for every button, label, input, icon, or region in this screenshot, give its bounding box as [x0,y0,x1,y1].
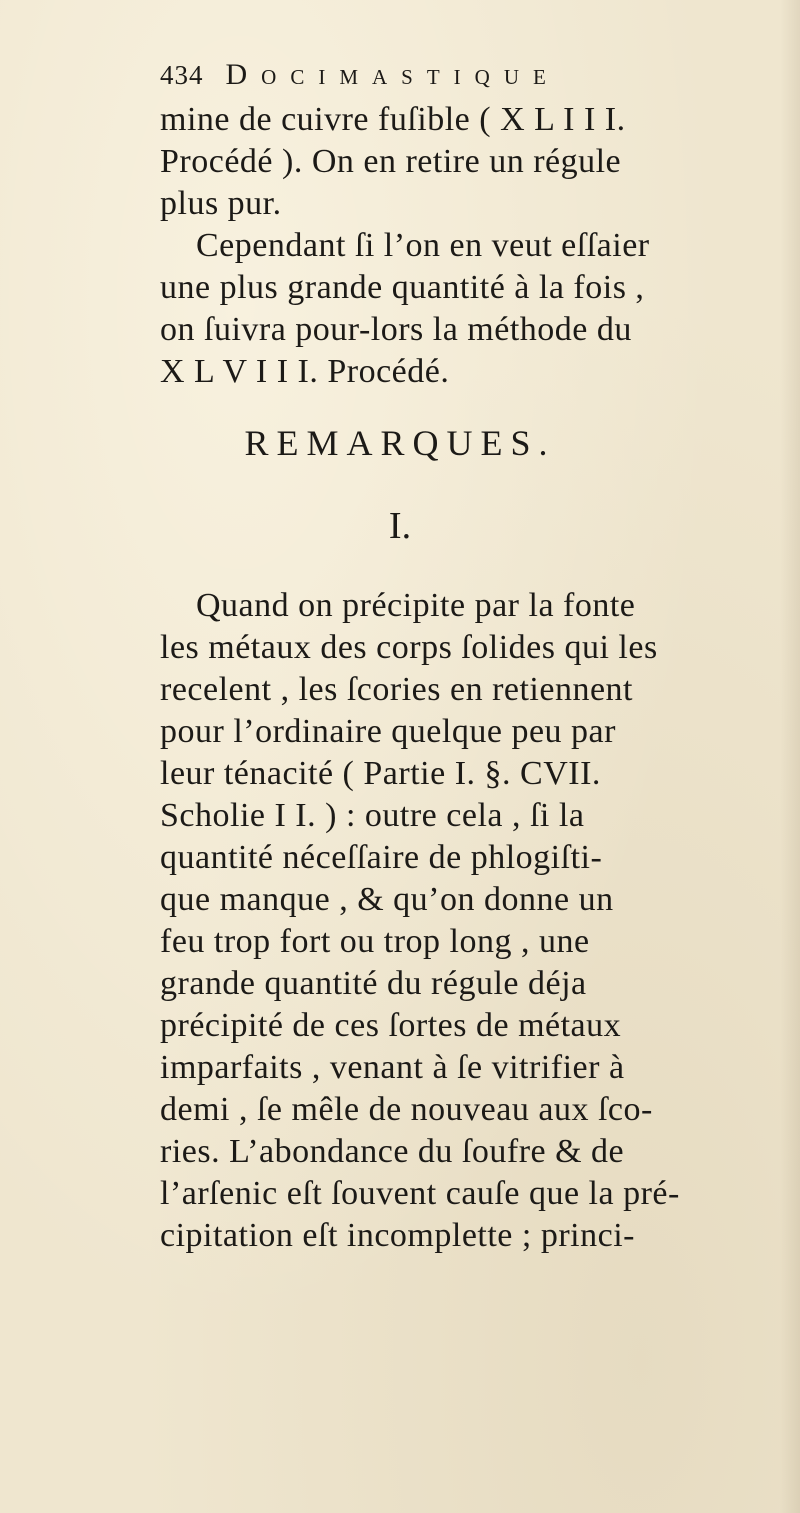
text-line: que manque , & qu’on donne un [160,881,614,918]
text-line: leur ténacité ( Partie I. §. CVII. [160,755,601,792]
text-line: demi , ſe mêle de nouveau aux ſco- [160,1091,653,1128]
text-line: on ſuivra pour-lors la méthode du [160,311,632,348]
text-line: Quand on précipite par la fonte [196,587,636,624]
section-heading: REMARQUES. [244,423,556,463]
text-line: recelent , les ſcories en retiennent [160,671,633,708]
page-edge-shadow [780,0,800,1513]
text-line: Procédé ). On en retire un régule [160,143,622,180]
text-line: plus pur. [160,185,282,222]
running-title: Docimastique [225,58,560,91]
text-line: imparfaits , venant à ſe vitrifier à [160,1049,625,1086]
text-line: pour l’ordinaire quelque peu par [160,713,616,750]
text-line: précipité de ces ſortes de métaux [160,1007,622,1044]
text-line: Cependant ſi l’on en veut eſſaier [196,227,650,264]
text-line: grande quantité du régule déja [160,965,587,1002]
text-line: mine de cuivre fuſible ( X L I I I. [160,101,626,138]
text-line: X L V I I I. Procédé. [160,353,450,390]
page-number: 434 [160,60,204,90]
running-head [160,58,560,98]
text-line: l’arſenic eſt ſouvent cauſe que la pré- [160,1175,680,1212]
text-line: ries. L’abondance du ſoufre & de [160,1133,625,1170]
text-line: quantité néceſſaire de phlogiſti- [160,839,603,876]
text-line: Scholie I I. ) : outre cela , ſi la [160,797,585,834]
text-line: les métaux des corps ſolides qui les [160,629,658,666]
text-line: une plus grande quantité à la fois , [160,269,645,306]
text-line: cipitation eſt incomplette ; princi- [160,1217,635,1254]
text-line: feu trop fort ou trop long , une [160,923,590,960]
section-numeral: I. [388,505,412,547]
